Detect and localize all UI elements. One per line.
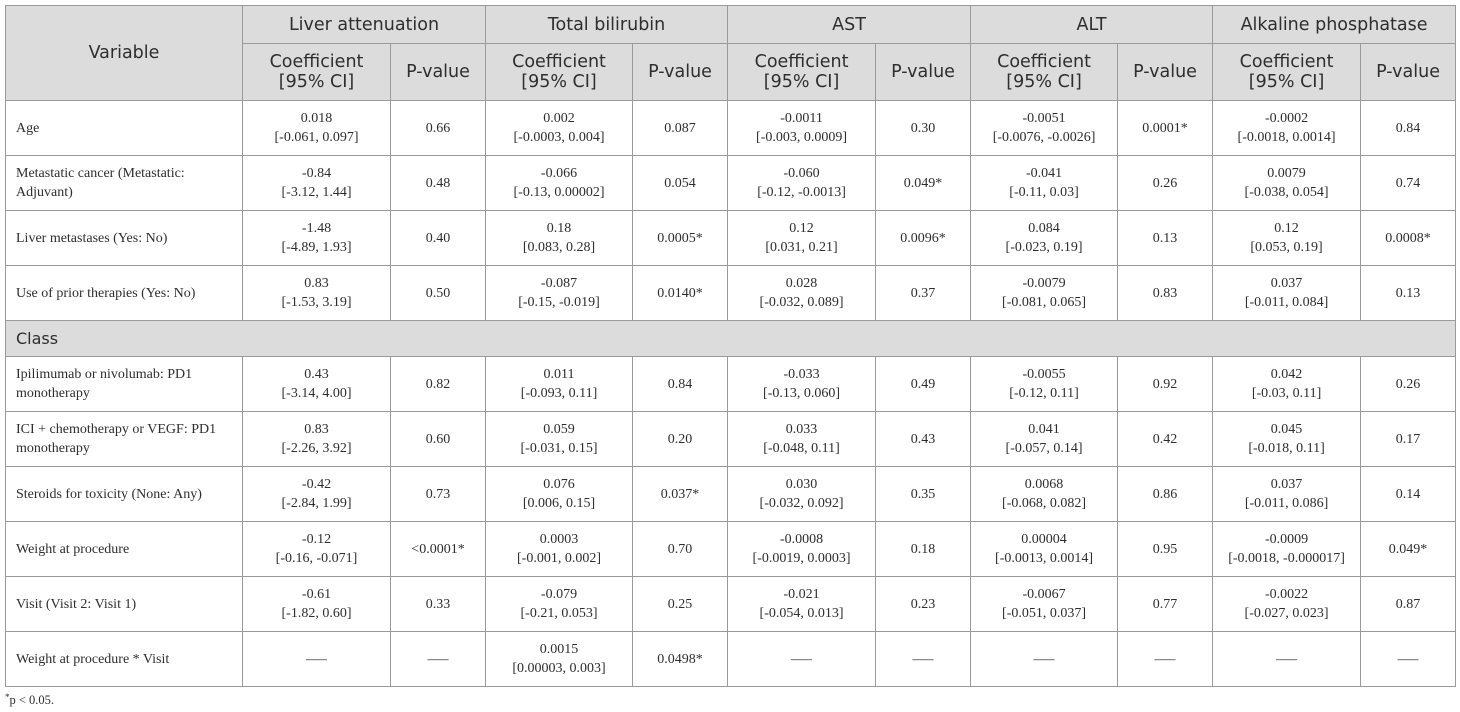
pvalue-cell: 0.73 bbox=[391, 467, 486, 522]
coefficient-value: -0.84 bbox=[301, 166, 332, 181]
pvalue-cell: —– bbox=[1118, 632, 1213, 687]
pvalue-cell: 0.40 bbox=[391, 211, 486, 266]
coefficient-value: -0.060 bbox=[783, 166, 820, 181]
pvalue-header: P-value bbox=[633, 44, 728, 101]
coefficient-value: 0.059 bbox=[543, 422, 575, 437]
coefficient-cell bbox=[971, 266, 1118, 321]
pvalue-cell: 0.66 bbox=[391, 101, 486, 156]
coefficient-value: -0.0051 bbox=[1022, 111, 1066, 126]
table-row bbox=[6, 632, 1456, 687]
pvalue-cell: 0.14 bbox=[1361, 467, 1456, 522]
confidence-interval: [-3.14, 4.00] bbox=[281, 386, 352, 401]
coefficient-cell bbox=[486, 412, 633, 467]
coefficient-cell bbox=[728, 412, 876, 467]
coefficient-cell bbox=[1213, 467, 1361, 522]
pvalue-cell: 0.087 bbox=[633, 101, 728, 156]
confidence-interval: [-0.0018, -0.000017] bbox=[1228, 551, 1345, 566]
confidence-interval: [-0.027, 0.023] bbox=[1244, 606, 1329, 621]
confidence-interval: [-3.12, 1.44] bbox=[281, 185, 352, 200]
coefficient-cell bbox=[1213, 412, 1361, 467]
coefficient-cell bbox=[243, 632, 391, 687]
coefficient-cell bbox=[1213, 577, 1361, 632]
pvalue-cell: 0.87 bbox=[1361, 577, 1456, 632]
coefficient-cell bbox=[728, 522, 876, 577]
coefficient-value: 0.0015 bbox=[539, 642, 579, 657]
pvalue-cell: 0.48 bbox=[391, 156, 486, 211]
coefficient-value: -0.079 bbox=[540, 587, 578, 602]
confidence-interval: [0.00003, 0.003] bbox=[512, 661, 606, 676]
coefficient-value: 0.0003 bbox=[539, 532, 579, 547]
pvalue-cell: 0.0005* bbox=[633, 211, 728, 266]
coefficient-cell bbox=[728, 467, 876, 522]
confidence-interval: [-0.0003, 0.004] bbox=[513, 130, 605, 145]
table-row bbox=[6, 412, 1456, 467]
table-row bbox=[6, 522, 1456, 577]
coefficient-header bbox=[728, 44, 876, 101]
coefficient-value: 0.084 bbox=[1028, 221, 1060, 236]
pvalue-cell: 0.30 bbox=[876, 101, 971, 156]
table-row bbox=[6, 467, 1456, 522]
pvalue-header: P-value bbox=[1361, 44, 1456, 101]
section-label: Class bbox=[6, 321, 1456, 357]
coefficient-value: 0.076 bbox=[543, 477, 575, 492]
coefficient-cell bbox=[971, 467, 1118, 522]
coefficient-cell bbox=[971, 357, 1118, 412]
coefficient-value: -0.021 bbox=[783, 587, 820, 602]
coefficient-value: 0.0068 bbox=[1024, 477, 1064, 492]
coefficient-value: —– bbox=[1033, 651, 1055, 667]
variable-label: Visit (Visit 2: Visit 1) bbox=[6, 577, 243, 632]
coefficient-value: —– bbox=[791, 651, 813, 667]
coefficient-cell bbox=[971, 211, 1118, 266]
coefficient-header-line2: [95% CI] bbox=[1006, 72, 1082, 92]
coefficient-header-line1: Coefficient bbox=[1239, 52, 1334, 72]
coefficient-value: -0.42 bbox=[301, 477, 332, 492]
coefficient-cell bbox=[1213, 156, 1361, 211]
confidence-interval: [-2.84, 1.99] bbox=[281, 496, 352, 511]
section-row bbox=[6, 321, 1456, 357]
coefficient-value: —– bbox=[306, 651, 327, 667]
pvalue-cell: 0.054 bbox=[633, 156, 728, 211]
coefficient-cell bbox=[1213, 632, 1361, 687]
footnote-text: p < 0.05. bbox=[9, 693, 55, 707]
variable-label: ICI + chemotherapy or VEGF: PD1 monotherapy bbox=[6, 412, 243, 467]
confidence-interval: [-0.12, -0.0013] bbox=[757, 185, 846, 200]
confidence-interval: [-0.12, 0.11] bbox=[1009, 386, 1079, 401]
coefficient-value: -0.0009 bbox=[1264, 532, 1309, 547]
confidence-interval: [-0.13, 0.060] bbox=[763, 386, 841, 401]
pvalue-cell: 0.049* bbox=[1361, 522, 1456, 577]
coefficient-value: 0.18 bbox=[546, 221, 572, 236]
table-row bbox=[6, 101, 1456, 156]
pvalue-cell: 0.84 bbox=[1361, 101, 1456, 156]
pvalue-cell: 0.0498* bbox=[633, 632, 728, 687]
pvalue-cell: 0.33 bbox=[391, 577, 486, 632]
confidence-interval: [-0.093, 0.11] bbox=[520, 386, 598, 401]
coefficient-cell bbox=[486, 101, 633, 156]
confidence-interval: [-0.032, 0.089] bbox=[759, 295, 844, 310]
coefficient-value: -0.61 bbox=[301, 587, 332, 602]
confidence-interval: [-0.011, 0.086] bbox=[1244, 496, 1329, 511]
coefficient-value: 0.43 bbox=[304, 367, 329, 382]
coefficient-cell bbox=[243, 467, 391, 522]
confidence-interval: [-2.26, 3.92] bbox=[281, 441, 352, 456]
variable-label: Weight at procedure * Visit bbox=[6, 632, 243, 687]
pvalue-cell: 0.82 bbox=[391, 357, 486, 412]
pvalue-cell: 0.0140* bbox=[633, 266, 728, 321]
confidence-interval: [-0.003, 0.0009] bbox=[756, 130, 848, 145]
pvalue-cell: 0.43 bbox=[876, 412, 971, 467]
coefficient-header bbox=[971, 44, 1118, 101]
coefficient-value: 0.83 bbox=[304, 422, 329, 437]
coefficient-value: -0.12 bbox=[301, 532, 332, 547]
pvalue-cell: 0.70 bbox=[633, 522, 728, 577]
confidence-interval: [-0.057, 0.14] bbox=[1005, 441, 1083, 456]
pvalue-cell: <0.0001* bbox=[391, 522, 486, 577]
coefficient-cell bbox=[486, 211, 633, 266]
coefficient-value: 0.00004 bbox=[1021, 532, 1067, 547]
pvalue-cell: 0.95 bbox=[1118, 522, 1213, 577]
variable-label: Ipilimumab or nivolumab: PD1 monotherapy bbox=[6, 357, 243, 412]
coefficient-value: 0.0079 bbox=[1267, 166, 1306, 181]
pvalue-cell: 0.37 bbox=[876, 266, 971, 321]
confidence-interval: [-0.038, 0.054] bbox=[1244, 185, 1329, 200]
confidence-interval: [-0.0018, 0.0014] bbox=[1237, 130, 1336, 145]
confidence-interval: [-0.15, -0.019] bbox=[518, 295, 600, 310]
confidence-interval: [-0.018, 0.11] bbox=[1248, 441, 1325, 456]
coefficient-cell bbox=[1213, 101, 1361, 156]
pvalue-cell: 0.26 bbox=[1118, 156, 1213, 211]
confidence-interval: [-0.061, 0.097] bbox=[274, 130, 359, 145]
coefficient-header-line2: [95% CI] bbox=[763, 72, 840, 92]
coefficient-value: 0.037 bbox=[1270, 477, 1303, 492]
confidence-interval: [-0.0013, 0.0014] bbox=[995, 551, 1094, 566]
coefficient-cell bbox=[486, 632, 633, 687]
coefficient-value: 0.011 bbox=[543, 367, 575, 382]
coefficient-value: 0.037 bbox=[1270, 276, 1303, 291]
coefficient-value: -0.041 bbox=[1025, 166, 1063, 181]
coefficient-value: 0.028 bbox=[785, 276, 818, 291]
confidence-interval: [-0.051, 0.037] bbox=[1002, 606, 1087, 621]
pvalue-cell: 0.50 bbox=[391, 266, 486, 321]
coefficient-header bbox=[1213, 44, 1361, 101]
confidence-interval: [-0.13, 0.00002] bbox=[513, 185, 605, 200]
pvalue-header: P-value bbox=[1118, 44, 1213, 101]
coefficient-cell bbox=[243, 357, 391, 412]
coefficient-cell bbox=[1213, 357, 1361, 412]
coefficient-cell bbox=[728, 156, 876, 211]
confidence-interval: [0.083, 0.28] bbox=[522, 240, 596, 255]
coefficient-value: 0.045 bbox=[1270, 422, 1303, 437]
pvalue-cell: —– bbox=[391, 632, 486, 687]
coefficient-cell bbox=[486, 266, 633, 321]
coefficient-cell bbox=[486, 156, 633, 211]
coefficient-cell bbox=[728, 101, 876, 156]
confidence-interval: [-0.054, 0.013] bbox=[759, 606, 844, 621]
coefficient-value: 0.002 bbox=[543, 111, 575, 126]
confidence-interval: [-0.048, 0.11] bbox=[763, 441, 840, 456]
coefficient-value: 0.042 bbox=[1270, 367, 1303, 382]
table-row bbox=[6, 577, 1456, 632]
pvalue-cell: 0.83 bbox=[1118, 266, 1213, 321]
pvalue-cell: 0.74 bbox=[1361, 156, 1456, 211]
footnote bbox=[5, 692, 54, 708]
coefficient-value: 0.83 bbox=[304, 276, 329, 291]
variable-label: Age bbox=[6, 101, 243, 156]
pvalue-cell: 0.0096* bbox=[876, 211, 971, 266]
coefficient-cell bbox=[243, 522, 391, 577]
coefficient-cell bbox=[971, 632, 1118, 687]
group-header-ast: AST bbox=[728, 6, 971, 44]
coefficient-cell bbox=[728, 357, 876, 412]
confidence-interval: [-0.001, 0.002] bbox=[517, 551, 602, 566]
coefficient-value: -0.087 bbox=[540, 276, 578, 291]
pvalue-cell: 0.13 bbox=[1361, 266, 1456, 321]
coefficient-header-line1: Coefficient bbox=[269, 52, 364, 72]
variable-label: Metastatic cancer (Metastatic: Adjuvant) bbox=[6, 156, 243, 211]
table-row bbox=[6, 357, 1456, 412]
variable-label: Liver metastases (Yes: No) bbox=[6, 211, 243, 266]
coefficient-cell bbox=[971, 522, 1118, 577]
pvalue-cell: 0.26 bbox=[1361, 357, 1456, 412]
confidence-interval: [-0.023, 0.19] bbox=[1005, 240, 1083, 255]
confidence-interval: [-0.21, 0.053] bbox=[520, 606, 598, 621]
coefficient-cell bbox=[971, 156, 1118, 211]
pvalue-cell: 0.13 bbox=[1118, 211, 1213, 266]
coefficient-value: -0.0055 bbox=[1022, 367, 1066, 382]
footnote-marker: * bbox=[5, 692, 10, 702]
confidence-interval: [-0.031, 0.15] bbox=[520, 441, 598, 456]
regression-table bbox=[5, 5, 1456, 687]
coefficient-cell bbox=[243, 577, 391, 632]
confidence-interval: [-0.0019, 0.0003] bbox=[752, 551, 851, 566]
coefficient-cell bbox=[243, 266, 391, 321]
coefficient-cell bbox=[486, 522, 633, 577]
coefficient-cell bbox=[728, 266, 876, 321]
confidence-interval: [0.053, 0.19] bbox=[1250, 240, 1323, 255]
coefficient-value: —– bbox=[1276, 651, 1298, 667]
pvalue-cell: 0.92 bbox=[1118, 357, 1213, 412]
coefficient-value: -0.0011 bbox=[780, 111, 823, 126]
coefficient-value: -0.0067 bbox=[1022, 587, 1066, 602]
confidence-interval: [-0.16, -0.071] bbox=[275, 551, 358, 566]
confidence-interval: [-0.11, 0.03] bbox=[1009, 185, 1079, 200]
coefficient-header-line2: [95% CI] bbox=[278, 72, 355, 92]
coefficient-value: 0.030 bbox=[785, 477, 818, 492]
variable-label: Weight at procedure bbox=[6, 522, 243, 577]
pvalue-cell: 0.86 bbox=[1118, 467, 1213, 522]
confidence-interval: [-0.03, 0.11] bbox=[1251, 386, 1322, 401]
table-row bbox=[6, 211, 1456, 266]
pvalue-cell: 0.25 bbox=[633, 577, 728, 632]
coefficient-value: -0.0022 bbox=[1264, 587, 1309, 602]
coefficient-cell bbox=[486, 577, 633, 632]
coefficient-value: -0.0079 bbox=[1022, 276, 1066, 291]
coefficient-header-line2: [95% CI] bbox=[521, 72, 597, 92]
coefficient-cell bbox=[728, 577, 876, 632]
coefficient-value: -0.0002 bbox=[1264, 111, 1309, 126]
coefficient-value: 0.018 bbox=[300, 111, 333, 126]
table-row bbox=[6, 156, 1456, 211]
pvalue-cell: 0.18 bbox=[876, 522, 971, 577]
confidence-interval: [-4.89, 1.93] bbox=[281, 240, 352, 255]
coefficient-cell bbox=[486, 467, 633, 522]
pvalue-cell: 0.49 bbox=[876, 357, 971, 412]
confidence-interval: [-1.82, 0.60] bbox=[281, 606, 352, 621]
coefficient-cell bbox=[971, 412, 1118, 467]
table-row bbox=[6, 266, 1456, 321]
coefficient-value: 0.12 bbox=[789, 221, 814, 236]
pvalue-cell: 0.23 bbox=[876, 577, 971, 632]
pvalue-cell: —– bbox=[1361, 632, 1456, 687]
pvalue-cell: 0.77 bbox=[1118, 577, 1213, 632]
group-header-alkaline-phosphatase: Alkaline phosphatase bbox=[1213, 6, 1456, 44]
pvalue-cell: 0.0001* bbox=[1118, 101, 1213, 156]
confidence-interval: [0.031, 0.21] bbox=[765, 240, 838, 255]
coefficient-value: -1.48 bbox=[301, 221, 332, 236]
pvalue-header: P-value bbox=[876, 44, 971, 101]
confidence-interval: [-0.011, 0.084] bbox=[1244, 295, 1329, 310]
coefficient-header-line2: [95% CI] bbox=[1248, 72, 1325, 92]
coefficient-cell bbox=[971, 577, 1118, 632]
coefficient-header bbox=[486, 44, 633, 101]
coefficient-value: 0.033 bbox=[785, 422, 818, 437]
variable-label: Steroids for toxicity (None: Any) bbox=[6, 467, 243, 522]
confidence-interval: [-0.068, 0.082] bbox=[1002, 496, 1087, 511]
coefficient-cell bbox=[486, 357, 633, 412]
confidence-interval: [-0.0076, -0.0026] bbox=[992, 130, 1096, 145]
group-header-liver-attenuation: Liver attenuation bbox=[243, 6, 486, 44]
confidence-interval: [-1.53, 3.19] bbox=[281, 295, 352, 310]
confidence-interval: [0.006, 0.15] bbox=[522, 496, 596, 511]
coefficient-cell bbox=[243, 412, 391, 467]
pvalue-cell: 0.60 bbox=[391, 412, 486, 467]
coefficient-value: -0.066 bbox=[540, 166, 578, 181]
coefficient-header-line1: Coefficient bbox=[754, 52, 849, 72]
group-header-alt: ALT bbox=[971, 6, 1213, 44]
coefficient-value: -0.0008 bbox=[779, 532, 824, 547]
coefficient-value: -0.033 bbox=[783, 367, 820, 382]
coefficient-cell bbox=[243, 101, 391, 156]
pvalue-header: P-value bbox=[391, 44, 486, 101]
variable-label: Use of prior therapies (Yes: No) bbox=[6, 266, 243, 321]
coefficient-cell bbox=[1213, 266, 1361, 321]
coefficient-cell bbox=[728, 632, 876, 687]
pvalue-cell: 0.17 bbox=[1361, 412, 1456, 467]
coefficient-header-line1: Coefficient bbox=[512, 52, 606, 72]
variable-header: Variable bbox=[6, 6, 243, 101]
coefficient-cell bbox=[728, 211, 876, 266]
pvalue-cell: 0.20 bbox=[633, 412, 728, 467]
confidence-interval: [-0.081, 0.065] bbox=[1002, 295, 1087, 310]
group-header-total-bilirubin: Total bilirubin bbox=[486, 6, 728, 44]
coefficient-cell bbox=[243, 211, 391, 266]
coefficient-cell bbox=[1213, 211, 1361, 266]
confidence-interval: [-0.032, 0.092] bbox=[759, 496, 844, 511]
pvalue-cell: 0.0008* bbox=[1361, 211, 1456, 266]
pvalue-cell: 0.049* bbox=[876, 156, 971, 211]
coefficient-value: 0.12 bbox=[1274, 221, 1299, 236]
pvalue-cell: —– bbox=[876, 632, 971, 687]
pvalue-cell: 0.35 bbox=[876, 467, 971, 522]
coefficient-value: 0.041 bbox=[1028, 422, 1060, 437]
coefficient-cell bbox=[1213, 522, 1361, 577]
pvalue-cell: 0.037* bbox=[633, 467, 728, 522]
pvalue-cell: 0.42 bbox=[1118, 412, 1213, 467]
pvalue-cell: 0.84 bbox=[633, 357, 728, 412]
coefficient-cell bbox=[243, 156, 391, 211]
coefficient-header bbox=[243, 44, 391, 101]
coefficient-cell bbox=[971, 101, 1118, 156]
coefficient-header-line1: Coefficient bbox=[997, 52, 1091, 72]
